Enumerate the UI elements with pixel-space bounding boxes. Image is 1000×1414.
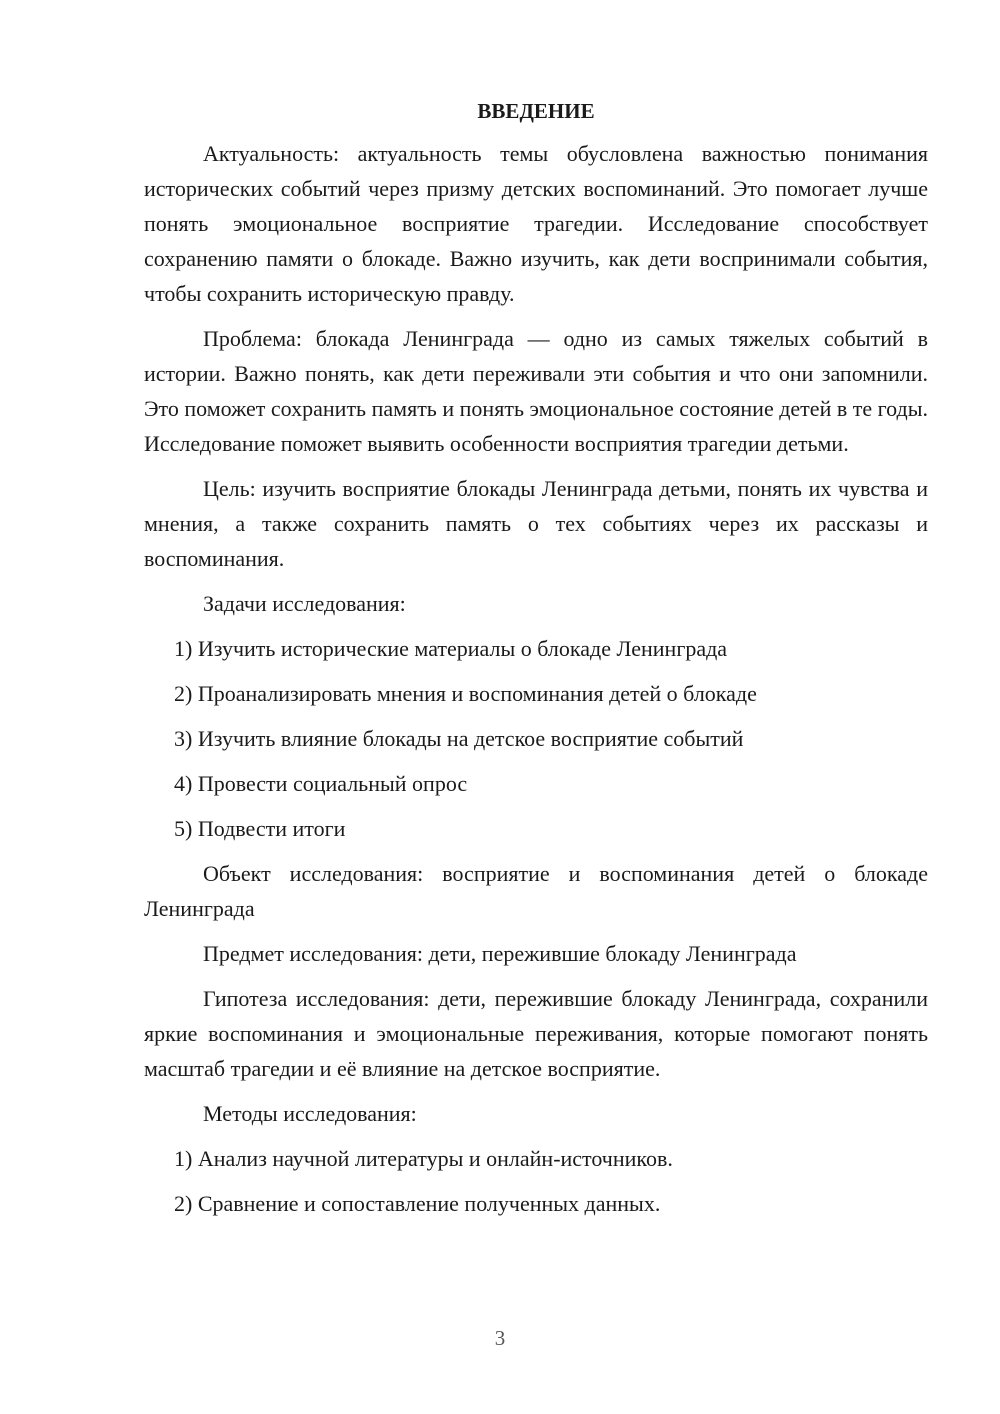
task-item: 3) Изучить влияние блокады на детское восприятие событий (174, 726, 744, 751)
section-title: ВВЕДЕНИЕ (477, 99, 595, 123)
task-item: 1) Изучить исторические материалы о блокаде Ленинграда (174, 636, 728, 661)
methods-heading: Методы исследования: (203, 1101, 417, 1126)
tasks-heading: Задачи исследования: (203, 591, 406, 616)
method-item: 1) Анализ научной литературы и онлайн-источников. (174, 1146, 673, 1171)
method-item: 2) Сравнение и сопоставление полученных данных. (174, 1191, 661, 1216)
task-item: 4) Провести социальный опрос (174, 771, 468, 796)
relevance-paragraph: Актуальность: актуальность темы обусловлена важностью понимания исторических событий через призму детских воспоминаний. Это помогает лучше понять эмоциональное восприятие трагедии. Исследование способствует сохранению памяти о блокаде. Важно изучить, как дети воспринимали события, чтобы сохранить историческую правду. (144, 141, 928, 306)
page-number: 3 (494, 1326, 506, 1350)
object-paragraph: Объект исследования: восприятие и воспоминания детей о блокаде Ленинграда (144, 861, 928, 921)
document-page (144, 96, 928, 1231)
task-item: 5) Подвести итоги (174, 816, 346, 841)
subject-paragraph: Предмет исследования: дети, пережившие блокаду Ленинграда (203, 941, 797, 966)
task-item: 2) Проанализировать мнения и воспоминания детей о блокаде (174, 681, 757, 706)
problem-paragraph: Проблема: блокада Ленинграда — одно из самых тяжелых событий в истории. Важно понять, как дети переживали эти события и что они запомнили. Это поможет сохранить память и понять эмоциональное состояние детей в те годы. Исследование поможет выявить особенности восприятия трагедии детьми. (144, 326, 928, 456)
goal-paragraph: Цель: изучить восприятие блокады Ленинграда детьми, понять их чувства и мнения, а также сохранить память о тех событиях через их рассказы и воспоминания. (144, 476, 928, 571)
hypothesis-paragraph: Гипотеза исследования: дети, пережившие блокаду Ленинграда, сохранили яркие воспоминания и эмоциональные переживания, которые помогают понять масштаб трагедии и её влияние на детское восприятие. (144, 986, 928, 1081)
